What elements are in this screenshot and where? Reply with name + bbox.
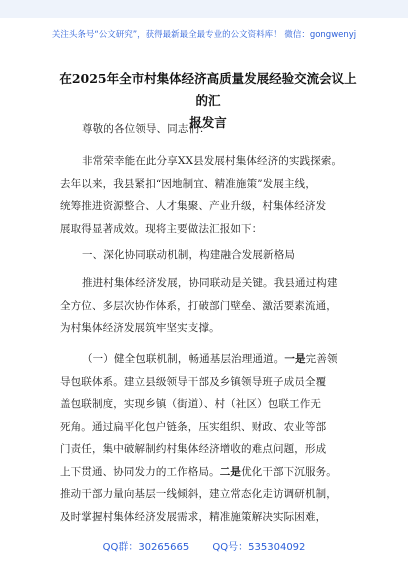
sub1-line-5: 门责任，集中破解制约村集体经济增收的难点问题，形成 — [60, 443, 327, 455]
sub1-line-3: 盖包联制度，实现乡镇（街道）、村（社区）包联工作无 — [60, 398, 321, 410]
sub1-line-6 — [60, 461, 350, 484]
salutation: 尊敬的各位领导、同志们： — [82, 123, 210, 135]
qq-group[interactable]: QQ群：30265665 — [102, 542, 190, 553]
sub1-line-6-text: 上下贯通、协同发力的工作格局。 — [60, 465, 220, 478]
sub1-line-2: 导包联体系。建立县级领导干部及乡镇领导班子成员全覆 — [60, 375, 327, 388]
sub1-line-1 — [82, 348, 372, 371]
intro-line-4: 展取得显著成效。现将主要做法汇报如下： — [60, 222, 263, 235]
intro-line-2: 去年以来，我县紧扣“因地制宜、精准施策”发展主线， — [60, 177, 316, 190]
sub1-line-7: 推动干部力量向基层一线倾斜，建立常态化走访调研机制， — [60, 488, 337, 500]
section1-line-2: 全方位、多层次协作体系，打破部门壁垒、激活要素流通， — [60, 299, 337, 312]
footer-contact — [0, 538, 408, 553]
sub1-heading: （一）健全包联机制，畅通基层治理通道。 — [82, 353, 285, 365]
sub1-line-8: 及时掌握村集体经济发展需求，精准施策解决实际困难， — [60, 510, 327, 523]
qq-number[interactable]: QQ号：535304092 — [212, 542, 306, 553]
intro-line-3: 统筹推进资源整合、人才集聚、产业升级，村集体经济发 — [60, 200, 327, 212]
title-line-2: 报发言 — [189, 115, 227, 130]
sub1-point-2-marker: 二是 — [219, 465, 242, 478]
intro-line-1: 非常荣幸能在此分享XX县发展村集体经济的实践探索。 — [82, 155, 343, 167]
title-line-1: 在2025年全市村集体经济高质量发展经验交流会议上的汇 — [59, 71, 357, 108]
sub1-point-1-marker: 一是 — [284, 353, 306, 365]
section-heading-1: 一、深化协同联动机制，构建融合发展新格局 — [82, 249, 295, 261]
section1-line-3: 为村集体经济发展筑牢坚实支撑。 — [60, 322, 220, 334]
sub1-point-1-text: 完善领 — [305, 353, 338, 365]
top-banner — [0, 0, 408, 18]
section1-line-1: 推进村集体经济发展，协同联动是关键。我县通过构建 — [82, 277, 338, 289]
header-note[interactable]: 关注头条号“公文研究”，获得最新最全最专业的公文资料库！ 微信：gongwenyj — [51, 30, 357, 40]
sub1-line-4: 死角。通过扁平化包户链条，压实组织、财政、农业等部 — [60, 420, 327, 433]
sub1-point-2-text: 优化干部下沉服务。 — [241, 465, 337, 478]
